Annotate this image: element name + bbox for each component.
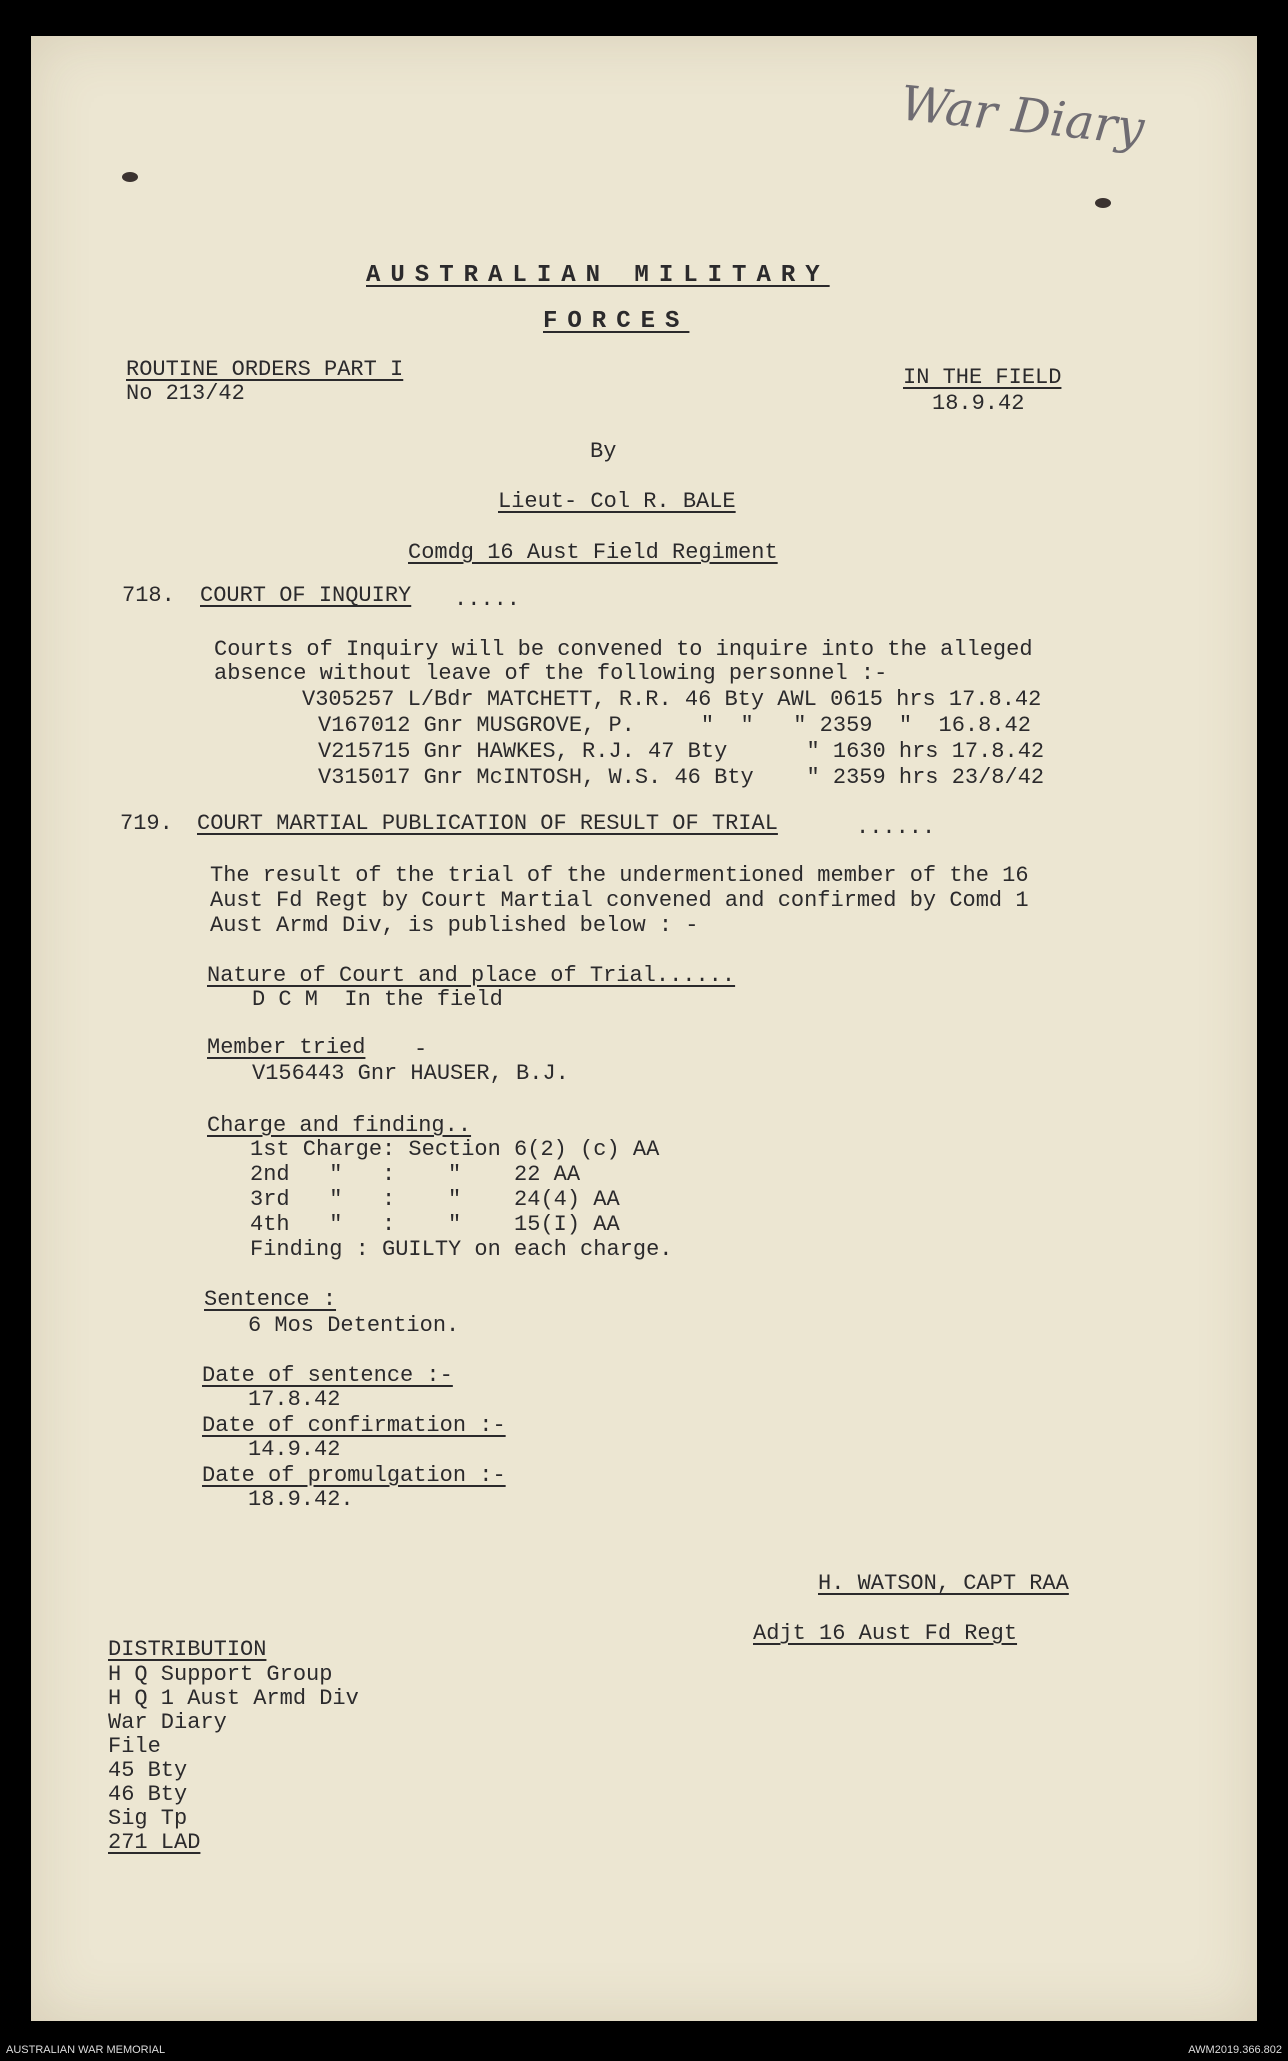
item-719-body: Aust Armd Div, is published below : - (210, 913, 699, 938)
charge-row: 2nd " : " 22 AA (250, 1162, 581, 1187)
personnel-row: V167012 Gnr MUSGROVE, P. " " " 2359 " 16.8.42 (318, 713, 1031, 738)
punch-hole (1095, 198, 1111, 208)
order-number: No 213/42 (126, 381, 245, 406)
charge-row: 3rd " : " 24(4) AA (250, 1187, 620, 1212)
by-label: By (590, 439, 617, 464)
member-dash: - (414, 1037, 428, 1062)
date-confirmation-value: 14.9.42 (248, 1437, 341, 1462)
sentence-value: 6 Mos Detention. (248, 1313, 460, 1338)
nature-label: Nature of Court and place of Trial...... (207, 963, 736, 988)
distribution-item: War Diary (108, 1710, 227, 1735)
item-719-number: 719. (120, 811, 173, 836)
item-719-dots: ...... (856, 815, 936, 840)
item-718-body: Courts of Inquiry will be convened to inquire into the alleged (214, 637, 1033, 662)
sentence-label: Sentence : (204, 1287, 337, 1312)
distribution-item: 271 LAD (108, 1830, 201, 1855)
date-sentence-label: Date of sentence :- (202, 1363, 453, 1388)
handwritten-note: War Diary (897, 75, 1147, 157)
footer-left: AUSTRALIAN WAR MEMORIAL (6, 2044, 166, 2056)
personnel-row: V315017 Gnr McINTOSH, W.S. 46 Bty " 2359 hrs 23/8/42 (318, 765, 1045, 790)
distribution-label: DISTRIBUTION (108, 1637, 267, 1662)
item-718-dots: ..... (454, 587, 521, 612)
distribution-item: 46 Bty (108, 1782, 188, 1807)
item-719-body: The result of the trial of the undermentioned member of the 16 (210, 863, 1029, 888)
location: IN THE FIELD (903, 365, 1062, 390)
item-719-body: Aust Fd Regt by Court Martial convened and confirmed by Comd 1 (210, 888, 1029, 913)
order-date: 18.9.42 (932, 391, 1025, 416)
footer-right: AWM2019.366.802 (1188, 2044, 1282, 2056)
commander: Lieut- Col R. BALE (498, 489, 736, 514)
distribution-item: File (108, 1734, 161, 1759)
date-promulgation-label: Date of promulgation :- (202, 1463, 506, 1488)
title-line-1: AUSTRALIAN MILITARY (366, 262, 830, 289)
punch-hole (122, 172, 138, 182)
nature-value: D C M In the field (252, 987, 503, 1012)
distribution-item: H Q 1 Aust Armd Div (108, 1686, 359, 1711)
charge-row: 1st Charge: Section 6(2) (c) AA (250, 1137, 660, 1162)
item-718-body: absence without leave of the following personnel :- (214, 661, 888, 686)
signature-title: Adjt 16 Aust Fd Regt (753, 1621, 1018, 1646)
title-line-2: FORCES (543, 308, 690, 335)
date-sentence-value: 17.8.42 (248, 1387, 341, 1412)
date-promulgation-value: 18.9.42. (248, 1487, 354, 1512)
distribution-item: 45 Bty (108, 1758, 188, 1783)
member-value: V156443 Gnr HAUSER, B.J. (252, 1061, 569, 1086)
item-719-heading: COURT MARTIAL PUBLICATION OF RESULT OF TRIAL (197, 811, 778, 836)
distribution-item: Sig Tp (108, 1806, 188, 1831)
personnel-row: V215715 Gnr HAWKES, R.J. 47 Bty " 1630 hrs 17.8.42 (318, 739, 1045, 764)
item-718-number: 718. (122, 583, 175, 608)
charge-label: Charge and finding.. (207, 1113, 472, 1138)
distribution-item: H Q Support Group (108, 1662, 333, 1687)
finding-row: Finding : GUILTY on each charge. (250, 1237, 673, 1262)
date-confirmation-label: Date of confirmation :- (202, 1413, 506, 1438)
personnel-row: V305257 L/Bdr MATCHETT, R.R. 46 Bty AWL 0615 hrs 17.8.42 (302, 687, 1042, 712)
charge-row: 4th " : " 15(I) AA (250, 1212, 620, 1237)
command: Comdg 16 Aust Field Regiment (408, 540, 778, 565)
item-718-heading: COURT OF INQUIRY (200, 583, 412, 608)
signature-name: H. WATSON, CAPT RAA (818, 1571, 1069, 1596)
routine-orders: ROUTINE ORDERS PART I (126, 357, 404, 382)
member-label: Member tried (207, 1035, 366, 1060)
